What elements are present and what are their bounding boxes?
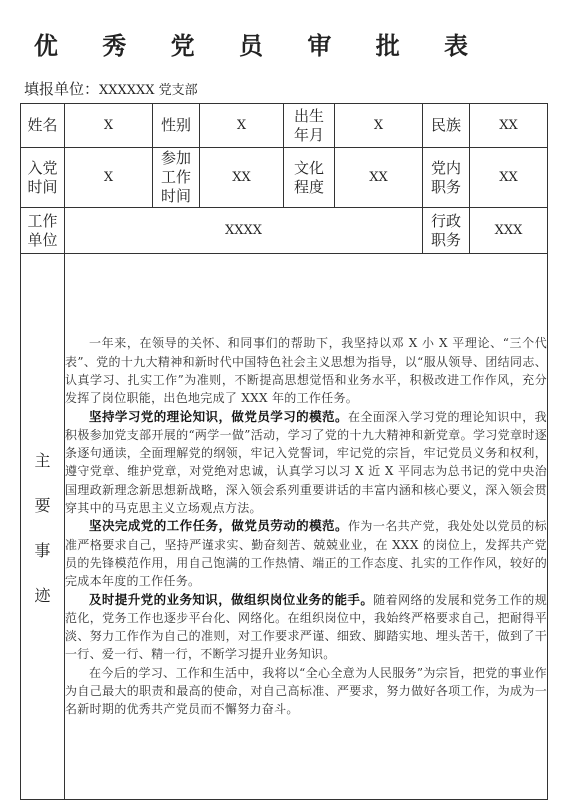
ethnicity-value[interactable]: XX bbox=[470, 104, 548, 148]
birth-value[interactable]: X bbox=[335, 104, 423, 148]
name-label: 姓名 bbox=[21, 104, 65, 148]
party-post-value[interactable]: XX bbox=[470, 148, 548, 208]
education-value[interactable]: XX bbox=[335, 148, 423, 208]
main-deeds-label: 主 要 事 迹 bbox=[21, 254, 65, 800]
work-unit-value[interactable]: XXXX bbox=[65, 208, 423, 254]
fill-unit bbox=[24, 78, 198, 99]
deeds-paragraph: 及时提升党的业务知识，做组织岗位业务的能手。随着网络的发展和党务工作的规范化，党务工作也逐步平台化、网络化。在组织岗位中，我始终严格要求自己，把耐得平淡、努力工作作为自己的准则，对工作要求严谨、细致、脚踏实地、埋头苦干，做到了干一行、爱一行、精一行，不断学习提升业务知识。 bbox=[65, 591, 547, 662]
name-value[interactable]: X bbox=[65, 104, 153, 148]
education-label: 文化 程度 bbox=[284, 148, 335, 208]
ethnicity-label: 民族 bbox=[423, 104, 470, 148]
form-title: 优 秀 党 员 审 批 表 bbox=[33, 32, 487, 60]
deeds-paragraph: 坚持学习党的理论知识，做党员学习的模范。在全面深入学习党的理论知识中，我积极参加党支部开展的“两学一做”活动，学习了党的十九大精神和新党章。学习党章时逐条逐句通读，全面理解党的纲领，牢记入党誓词，牢记党的宗旨，牢记党员义务和权利，遵守党章、维护党章，对党绝对忠诚，认真学习以习 X 近 X 平同志为总书记的党中央治国理政新理念新思想新战略，深入领会系列重要讲话的丰富内涵和核心要义，深入领会贯穿其中的马克思主义立场观点方法。 bbox=[65, 408, 547, 516]
deeds-heading: 及时提升党的业务知识，做组织岗位业务的能手。 bbox=[89, 591, 374, 607]
fill-unit-label: 填报单位： bbox=[24, 80, 100, 98]
gender-label: 性别 bbox=[153, 104, 200, 148]
deeds-heading: 坚决完成党的工作任务，做党员劳动的模范。 bbox=[89, 518, 348, 534]
deeds-paragraph: 一年来，在领导的关怀、和同事们的帮助下，我坚持以邓 X 小 X 平理论、“三个代表”、党的十九大精神和新时代中国特色社会主义思想为指导，以“服从领导、团结同志、认真学习、扎实工作”为准则，不断提高思想觉悟和业务水平，积极改进工作作风，充分发挥了岗位职能，出色地完成了 XXX 年的工作任务。 bbox=[65, 336, 547, 406]
deeds-paragraph: 在今后的学习、工作和生活中，我将以“全心全意为人民服务”为宗旨，把党的事业作为自己最大的职责和最高的使命，对自己高标准、严要求，努力做好各项工作，为成为一名新时期的优秀共产党员而不懈努力奋斗。 bbox=[65, 665, 547, 717]
gender-value[interactable]: X bbox=[200, 104, 284, 148]
join-party-label: 入党 时间 bbox=[21, 148, 65, 208]
main-deeds-content[interactable] bbox=[65, 254, 548, 800]
fill-unit-value: XXXXXX 党支部 bbox=[99, 83, 198, 98]
party-post-label: 党内 职务 bbox=[423, 148, 470, 208]
deeds-paragraph: 坚决完成党的工作任务，做党员劳动的模范。作为一名共产党，我处处以党员的标准严格要求自己，坚持严谨求实、勤奋刻苦、兢兢业业，在 XXX 的岗位上，发挥共产党员的先锋模范作用，用自己饱满的工作热情、端正的工作态度、扎实的工作作风，较好的完成本年度的工作任务。 bbox=[65, 518, 547, 589]
approval-form-table bbox=[20, 103, 548, 800]
deeds-heading: 坚持学习党的理论知识，做党员学习的模范。 bbox=[89, 408, 348, 424]
work-unit-label: 工作 单位 bbox=[21, 208, 65, 254]
work-start-value[interactable]: XX bbox=[200, 148, 284, 208]
work-start-label: 参加 工作 时间 bbox=[153, 148, 200, 208]
admin-post-label: 行政 职务 bbox=[423, 208, 470, 254]
join-party-value[interactable]: X bbox=[65, 148, 153, 208]
birth-label: 出生 年月 bbox=[284, 104, 335, 148]
admin-post-value[interactable]: XXX bbox=[470, 208, 548, 254]
